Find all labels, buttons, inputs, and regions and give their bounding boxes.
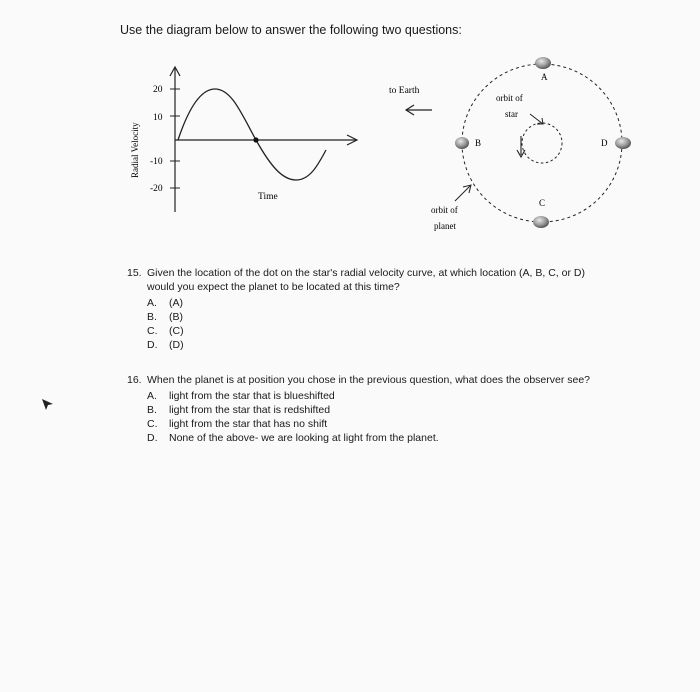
question-16-options: [127, 389, 647, 445]
planet-c-icon: [533, 216, 549, 228]
question-16-stem: [127, 373, 647, 387]
orbit-of-star-label-2: star: [505, 109, 518, 119]
q15-option-b[interactable]: B. (B): [147, 311, 183, 323]
rv-dot: [253, 137, 258, 142]
rv-curve: [178, 89, 326, 180]
rv-graph: [130, 67, 357, 212]
orbit-of-planet-pointer: [455, 186, 470, 201]
label-c: C: [539, 198, 546, 208]
tick-neg10: -10: [150, 157, 163, 167]
question-15-number: 15.: [127, 267, 142, 279]
orbit-of-planet-label-2: planet: [434, 221, 456, 231]
x-axis-label: Time: [258, 192, 278, 202]
q15-option-c[interactable]: C. (C): [147, 325, 184, 337]
q16-option-c[interactable]: C. light from the star that has no shift: [147, 418, 328, 430]
question-15-text-line1: Given the location of the dot on the star's radial velocity curve, at which location (A, B, C, or D): [147, 267, 585, 279]
orbit-of-star-label-1: orbit of: [496, 93, 523, 103]
label-d: D: [601, 138, 608, 148]
y-axis-label: Radial Velocity: [130, 122, 140, 178]
q16-option-d[interactable]: D. None of the above- we are looking at light from the planet.: [147, 432, 439, 444]
q16-option-b[interactable]: B. light from the star that is redshifted: [147, 404, 331, 416]
q16-option-a[interactable]: A. light from the star that is blueshifted: [147, 390, 335, 402]
orbit-of-star-pointer: [530, 114, 543, 124]
tick-10: 10: [153, 113, 163, 123]
question-15-stem: [127, 266, 647, 294]
q15-option-d[interactable]: D. (D): [147, 339, 184, 351]
tick-neg20: -20: [150, 184, 163, 194]
planet-b-icon: [455, 137, 469, 149]
to-earth-label: to Earth: [389, 86, 420, 96]
question-16-number: 16.: [127, 374, 142, 386]
q15-option-a[interactable]: A. (A): [147, 297, 183, 309]
intro-text: Use the diagram below to answer the following two questions:: [120, 23, 462, 37]
question-16: [127, 373, 647, 445]
star-orbit: [522, 123, 562, 163]
label-a: A: [541, 72, 548, 82]
radial-velocity-diagram: [0, 0, 700, 260]
orbit-of-planet-label-1: orbit of: [431, 205, 458, 215]
question-15-options: [127, 296, 647, 352]
question-16-text: When the planet is at position you chose in the previous question, what does the observer see?: [147, 374, 591, 386]
question-15-text-line2: would you expect the planet to be located at this time?: [147, 281, 400, 293]
label-b: B: [475, 138, 482, 148]
planet-d-icon: [615, 137, 631, 149]
planet-a-icon: [535, 57, 551, 69]
tick-20: 20: [153, 85, 163, 95]
question-15: [127, 266, 647, 352]
mouse-cursor-icon: [41, 398, 55, 412]
